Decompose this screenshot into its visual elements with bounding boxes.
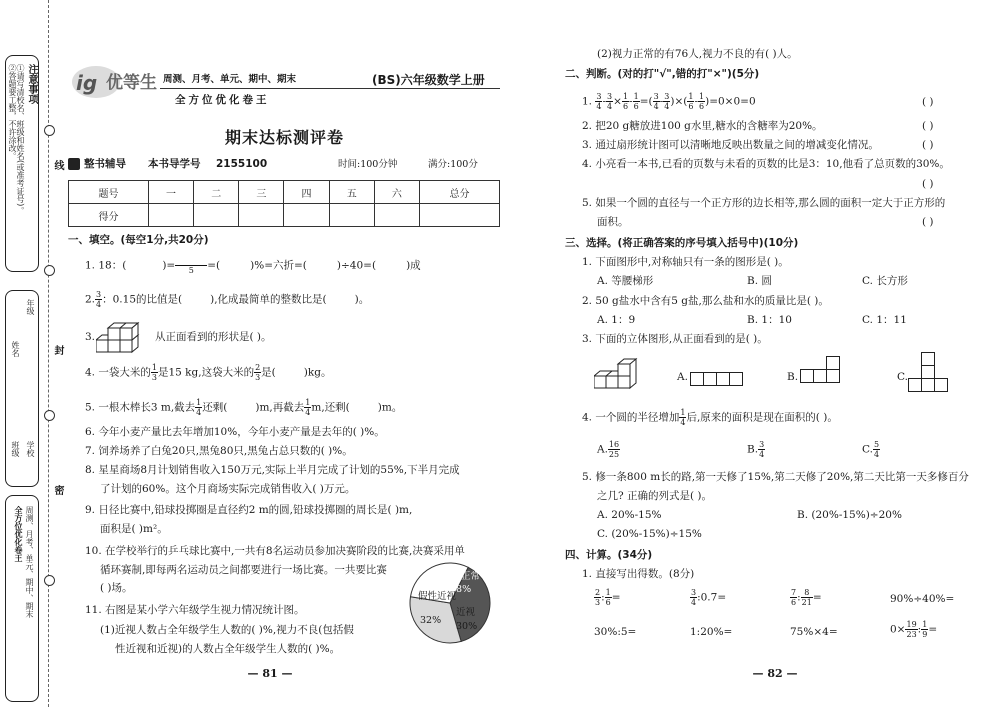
score-row — [69, 204, 500, 227]
field-school: 学校 — [26, 441, 35, 457]
pie-value-normal: 38% — [450, 584, 472, 595]
score-header-cell: 四 — [284, 181, 329, 204]
choice-1-opt-b[interactable]: B. 圆 — [747, 275, 772, 287]
question-2 — [85, 290, 369, 309]
svg-text:ig: ig — [76, 71, 98, 95]
score-cell[interactable] — [374, 204, 419, 227]
question-9b: 面积是( )m²。 — [100, 523, 168, 535]
judge-4: 4. 小亮看一本书,已看的页数与未看的页数的比是3：10,他看了总页数的30%。 — [582, 158, 950, 170]
q3-cube-figure — [96, 318, 152, 354]
j1-text: )×( — [670, 95, 688, 108]
code-label: 本书导学号 — [148, 158, 201, 170]
page-number-right — [735, 662, 815, 681]
choice-4-opt-c[interactable]: C. $\frac{5}{4}$ — [862, 440, 880, 459]
q5-text: 5. 一根木棒长3 m,截去 — [85, 401, 196, 414]
choice-1-opt-c[interactable]: C. 长方形 — [862, 275, 908, 287]
logo — [68, 60, 158, 102]
student-info-box — [5, 290, 39, 487]
question-3: 从正面看到的形状是( )。 — [155, 331, 272, 343]
pie-value-pseudo: 32% — [420, 615, 442, 626]
question-10c: ( )场。 — [100, 582, 133, 594]
q2-frac-num: 3 — [96, 290, 102, 299]
choice-5a: 5. 修一条800 m长的路,第一天修了15%,第二天修了20%,第二天比第一天多修百分 — [582, 471, 969, 483]
calc-item: 1:20%= — [690, 626, 733, 638]
seal-word-secret: 密 — [52, 485, 63, 495]
choice-5-opt-c[interactable]: C. (20%-15%)÷15% — [597, 528, 702, 540]
q2-text: ：0.15的比值是( — [102, 293, 183, 306]
calc-item: $\frac{3}{4}$ :0.7= — [691, 588, 727, 607]
q1-text: )%=六折=( — [250, 259, 307, 272]
choice-4-opt-a[interactable]: A. $\frac{16}{25}$ — [597, 440, 620, 459]
score-row-label: 得分 — [69, 204, 149, 227]
judge-1: 1. $\frac{3}{4}$ - $\frac{3}{4}$ × $\frac{1}{6}$ - $\frac{1}{6}$ =( $\frac{3}{4}$ - $\frac{3}{4}$ )×( $\frac{1}{6}$ - $\frac{1}{6}$ )=0×0=0 — [582, 92, 756, 111]
choice-1: 1. 下面图形中,对称轴只有一条的图形是( )。 — [582, 256, 789, 268]
q2-frac-den: 4 — [96, 300, 102, 309]
score-table — [68, 180, 500, 227]
judge-5-answer[interactable]: ( ) — [922, 216, 934, 228]
q1-text: )成 — [406, 259, 421, 272]
choice-2: 2. 50 g盐水中含有5 g盐,那么盐和水的质量比是( )。 — [582, 295, 829, 307]
c4-text: 后,原来的面积是现在面积的( )。 — [686, 411, 838, 424]
score-header-cell: 三 — [239, 181, 284, 204]
q2-text: ),化成最简单的整数比是( — [210, 293, 327, 306]
section-judge-title: 二、判断。(对的打"√",错的打"×")(5分) — [565, 68, 760, 80]
pie-label-myopia: 近视 — [456, 607, 476, 618]
calc-item: 0× $\frac{19}{23}$ : $\frac{1}{9}$ = — [890, 620, 938, 639]
choice-5-opt-a[interactable]: A. 20%-15% — [597, 509, 662, 521]
judge-5a: 5. 如果一个圆的直径与一个正方形的边长相等,那么圆的面积一定大于正方形的 — [582, 197, 946, 209]
q4-text: )kg。 — [303, 366, 332, 379]
field-class: 年级 — [26, 299, 35, 315]
judge-3: 3. 通过扇形统计图可以清晰地反映出数量之间的增减变化情况。 — [582, 139, 879, 151]
score-header-cell: 六 — [374, 181, 419, 204]
choice-5b: 之几? 正确的列式是( )。 — [597, 490, 712, 502]
calc-item: $\frac{7}{6}$ : $\frac{8}{21}$ = — [791, 588, 822, 607]
judge-2: 2. 把20 g糖放进100 g水里,糖水的含糖率为20%。 — [582, 120, 823, 132]
c4-frac-den: 4 — [680, 418, 686, 427]
q5-text: )m。 — [377, 401, 403, 414]
question-9a: 9. 日径比赛中,铅球投掷圈是直径约2 m的圆,铅球投掷圈的周长是( )m, — [85, 504, 413, 516]
question-1 — [85, 256, 421, 275]
q1-text: =( — [207, 259, 221, 272]
q4-frac1-num: 1 — [151, 363, 157, 372]
notice-line-2: ②答题要工整，不许涂改。 — [8, 64, 17, 160]
notice-title: 注意事项 — [26, 64, 37, 104]
section-fill-title: 一、填空。(每空1分,共20分) — [68, 234, 209, 246]
question-5 — [85, 398, 402, 417]
choice-4 — [582, 408, 838, 427]
q4-frac2-den: 3 — [255, 373, 261, 382]
judge-4-answer[interactable]: ( ) — [922, 178, 934, 190]
judge-1-answer[interactable]: ( ) — [922, 96, 934, 108]
binding-margin — [0, 0, 63, 707]
question-4 — [85, 363, 331, 382]
notice-box — [5, 55, 39, 272]
binding-hole — [44, 575, 55, 586]
q4-frac2-num: 2 — [255, 363, 261, 372]
score-cell[interactable] — [194, 204, 239, 227]
score-cell[interactable] — [239, 204, 284, 227]
notice-line-1: ①请写清校名、班级和姓名(或准考证号)。 — [16, 64, 25, 215]
calc-item: $\frac{2}{3}$ : $\frac{1}{6}$ = — [595, 588, 621, 607]
q1-fraction — [175, 256, 207, 275]
q2-text: 2. — [85, 293, 96, 306]
binding-hole — [44, 410, 55, 421]
pie-label-normal: 视力正常 — [442, 571, 481, 582]
header-series: 周测、月考、单元、期中、期末 — [163, 74, 297, 85]
question-11: 11. 右图是某小学六年级学生视力情况统计图。 — [85, 604, 305, 616]
choice-3: 3. 下面的立体图形,从正面看到的是( )。 — [582, 333, 768, 345]
score-header-cell: 五 — [329, 181, 374, 204]
question-8b: 了计划的60%。这个月商场实际完成销售收入( )万元。 — [100, 483, 356, 495]
q5-frac1-num: 1 — [196, 398, 202, 407]
seal-word-seal: 封 — [52, 345, 63, 355]
c4-frac-num: 1 — [680, 408, 686, 417]
question-10a: 10. 在学校举行的乒乓球比赛中,一共有8名运动员参加决赛阶段的比赛,决赛采用单 — [85, 545, 465, 557]
q5-text: )m,再截去 — [255, 401, 305, 414]
page-number-left — [230, 662, 310, 681]
choice-2-opt-a[interactable]: A. 1：9 — [597, 314, 636, 326]
question-11-2: (2)视力正常的有76人,视力不良的有( )人。 — [597, 48, 798, 60]
q2-text: )。 — [354, 293, 370, 306]
j1-text: )=0×0=0 — [705, 95, 756, 108]
page-title: 期末达标测评卷 — [225, 128, 345, 147]
score-header-row — [69, 181, 500, 204]
meta-row — [68, 155, 500, 175]
logo-text: 优等生 — [106, 73, 157, 93]
j1-text: =( — [639, 95, 653, 108]
choice-3-opt-a-shape — [690, 368, 750, 388]
choice-3-opt-a[interactable]: A. — [677, 371, 688, 383]
q5-text: m,还剩( — [311, 401, 350, 414]
score-header-cell: 二 — [194, 181, 239, 204]
choice-3-solid-figure — [594, 352, 650, 390]
page-number-left-text: — 81 — — [247, 667, 293, 680]
guide-label: 整书辅导 — [84, 158, 126, 170]
q4-frac1-den: 3 — [151, 373, 157, 382]
seal-word-line: 线 — [52, 160, 63, 170]
calc-item: 30%:5= — [594, 626, 637, 638]
score-cell[interactable] — [329, 204, 374, 227]
calc-1-title: 1. 直接写出得数。(8分) — [582, 568, 695, 580]
header-rule — [160, 88, 500, 89]
q4-text: 4. 一袋大米的 — [85, 366, 151, 379]
q4-text: 是15 kg,这袋大米的 — [157, 366, 255, 379]
judge-2-answer[interactable]: ( ) — [922, 120, 934, 132]
code-value: 2155100 — [216, 158, 268, 170]
guide-icon — [68, 158, 80, 170]
binding-hole — [44, 125, 55, 136]
choice-5-opt-b[interactable]: B. (20%-15%)÷20% — [797, 509, 902, 521]
question-6: 6. 今年小麦产量比去年增加10%，今年小麦产量是去年的( )%。 — [85, 426, 385, 438]
question-7: 7. 饲养场养了白兔20只,黑兔80只,黑兔占总只数的( )%。 — [85, 445, 353, 457]
judge-5b: 面积。 — [597, 216, 629, 228]
choice-4-opt-b[interactable]: B. $\frac{3}{4}$ — [747, 440, 765, 459]
question-8a: 8. 星星商场8月计划销售收入150万元,实际上半月完成了计划的55%,下半月完成 — [85, 464, 460, 476]
choice-2-opt-c[interactable]: C. 1：11 — [862, 314, 907, 326]
question-10b: 循环赛制,即每两名运动员之间都要进行一场比赛。一共要比赛 — [100, 564, 387, 576]
q5-text: 还剩( — [202, 401, 228, 414]
time-limit: 时间:100分钟 — [338, 159, 398, 170]
score-cell[interactable] — [148, 204, 193, 227]
brand-series-vertical: 周测、月考、单元、期中、期末 — [25, 506, 34, 618]
pie-value-myopia: 30% — [456, 621, 478, 632]
q4-text: 是( — [261, 366, 276, 379]
q5-frac2-den: 4 — [305, 408, 311, 417]
q1-text: )= — [162, 259, 176, 272]
pie-label-pseudo: 假性近视 — [418, 591, 457, 602]
question-11-1b: 性近视和近视)的人数占全年级学生人数的( )%。 — [115, 643, 341, 655]
binding-hole — [44, 265, 55, 276]
q1-text: )÷40=( — [336, 259, 377, 272]
judge-3-answer[interactable]: ( ) — [922, 139, 934, 151]
page-number-right-text: — 82 — — [752, 667, 798, 680]
q5-frac2-num: 1 — [305, 398, 311, 407]
q5-frac1-den: 4 — [196, 408, 202, 417]
score-header-cell: 题号 — [69, 181, 149, 204]
section-choice-title: 三、选择。(将正确答案的序号填入括号中)(10分) — [565, 237, 799, 249]
choice-3-opt-b-shape — [800, 352, 850, 388]
calc-item: 90%÷40%= — [890, 593, 955, 605]
header-book: (BS)六年级数学上册 — [372, 73, 485, 87]
field-name: 姓名 — [11, 341, 20, 357]
score-header-cell: 一 — [148, 181, 193, 204]
field-grade: 班级 — [11, 441, 20, 457]
j1-num: 1. — [582, 95, 593, 108]
brand-slogan-vertical: 全方位优化卷王 — [14, 506, 23, 562]
c4-text: 4. 一个圆的半径增加 — [582, 411, 680, 424]
section-calc-title: 四、计算。(34分) — [565, 549, 653, 561]
choice-3-opt-c-shape — [908, 352, 958, 388]
choice-2-opt-b[interactable]: B. 1：10 — [747, 314, 792, 326]
score-cell[interactable] — [419, 204, 499, 227]
q1-text: 1. 18：( — [85, 259, 127, 272]
calc-item: 75%×4= — [790, 626, 838, 638]
full-score: 满分:100分 — [428, 159, 478, 170]
q1-frac-den: 5 — [188, 266, 194, 275]
q4-fraction-1 — [151, 363, 158, 382]
score-cell[interactable] — [284, 204, 329, 227]
question-11-1a: (1)近视人数占全年级学生人数的( )%,视力不良(包括假 — [100, 624, 354, 636]
choice-3-opt-c[interactable]: C. — [897, 371, 908, 383]
brand-box — [5, 495, 39, 702]
choice-3-opt-b[interactable]: B. — [787, 371, 799, 383]
choice-1-opt-a[interactable]: A. 等腰梯形 — [597, 275, 654, 287]
q3-number: 3. — [85, 331, 96, 343]
seal-line — [48, 0, 49, 707]
header-slogan: 全方位优化卷王 — [175, 94, 270, 106]
score-header-cell: 总分 — [419, 181, 499, 204]
